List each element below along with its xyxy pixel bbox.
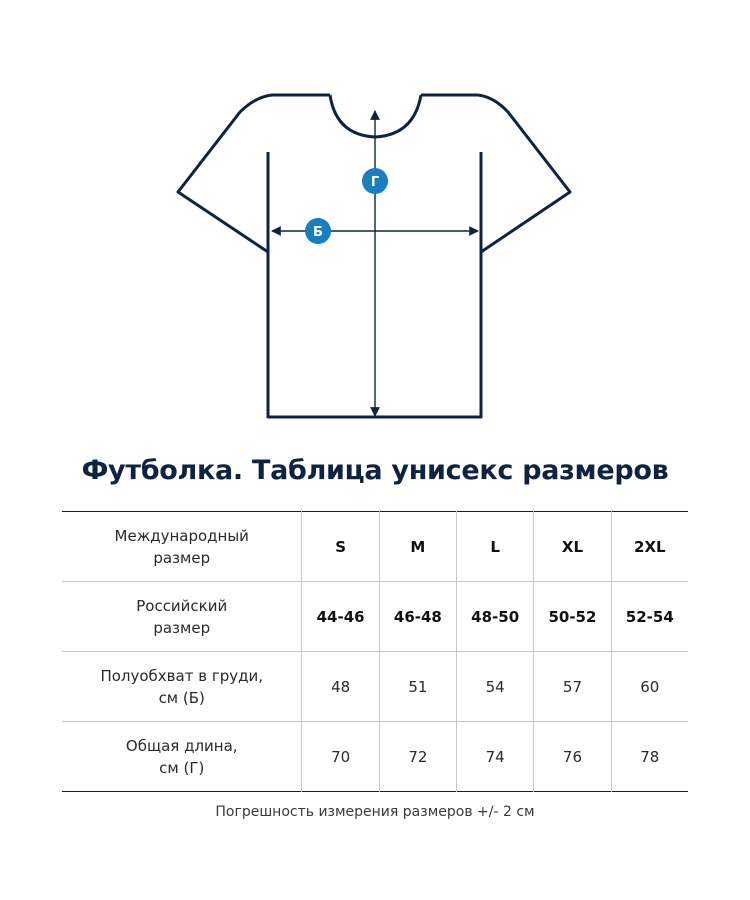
table-cell: 72 [379, 722, 456, 792]
row-label-line: размер [153, 618, 211, 637]
table-cell: 52-54 [611, 582, 688, 652]
chest-marker-label: Б [313, 225, 323, 240]
table-cell: 60 [611, 652, 688, 722]
table-row [62, 512, 688, 582]
table-cell: 54 [457, 652, 534, 722]
row-label [62, 652, 302, 722]
row-label-line: Российский [136, 596, 228, 615]
table-cell: 76 [534, 722, 611, 792]
row-label-line: см (Б) [158, 688, 205, 707]
table-cell: 51 [379, 652, 456, 722]
measurement-note: Погрешность измерения размеров +/- 2 см [215, 804, 535, 820]
table-cell: 70 [302, 722, 379, 792]
table-cell: 48-50 [457, 582, 534, 652]
row-label-line: размер [153, 548, 211, 567]
length-marker [362, 168, 388, 194]
table-cell: M [379, 512, 456, 582]
row-label-line: Международный [114, 526, 249, 545]
row-label-line: Общая длина, [125, 736, 238, 755]
size-table [62, 511, 688, 792]
row-label [62, 582, 302, 652]
table-row [62, 582, 688, 652]
table-row [62, 722, 688, 792]
table-cell: L [457, 512, 534, 582]
tshirt-diagram [0, 0, 750, 440]
table-cell: 48 [302, 652, 379, 722]
table-cell: S [302, 512, 379, 582]
row-label [62, 512, 302, 582]
table-cell: 44-46 [302, 582, 379, 652]
page-title: Футболка. Таблица унисекс размеров [81, 455, 669, 486]
table-cell: XL [534, 512, 611, 582]
table-cell: 50-52 [534, 582, 611, 652]
table-cell: 74 [457, 722, 534, 792]
table-row [62, 652, 688, 722]
row-label [62, 722, 302, 792]
table-cell: 78 [611, 722, 688, 792]
table-cell: 2XL [611, 512, 688, 582]
length-marker-label: Г [370, 175, 380, 190]
table-cell: 46-48 [379, 582, 456, 652]
chest-marker [305, 218, 331, 244]
table-cell: 57 [534, 652, 611, 722]
row-label-line: Полуобхват в груди, [100, 666, 263, 685]
tshirt-outline [178, 95, 570, 417]
row-label-line: см (Г) [159, 758, 205, 777]
